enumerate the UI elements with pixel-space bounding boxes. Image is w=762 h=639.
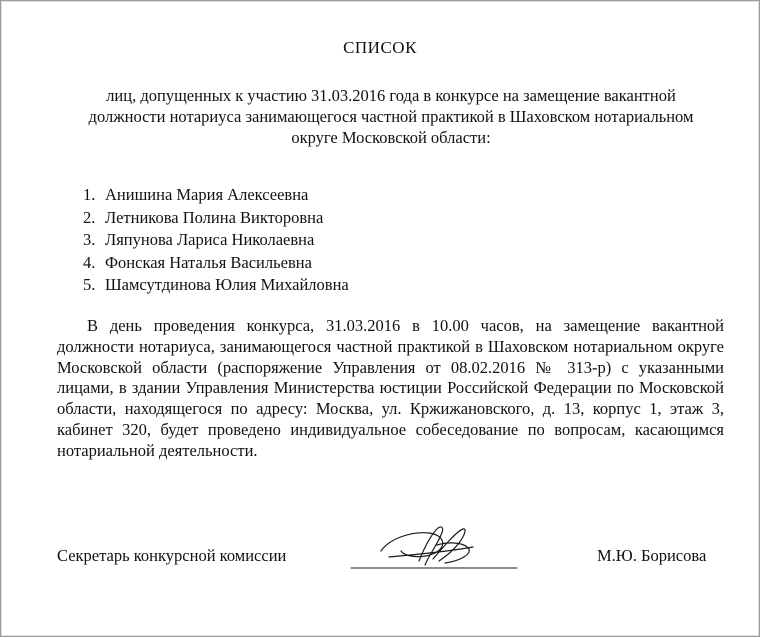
- list-item: [83, 207, 349, 230]
- list-item-number: 3.: [83, 230, 96, 249]
- interview-paragraph: В день проведения конкурса, 31.03.2016 в 10.00 часов, на замещение вакантной должности нотариуса, занимающегося частной практикой в Шаховском нотариальном округе Московской области (распоряжение Управления от 08.02.2016 № 313-р) с указанными лицами, в здании Управления Министерства юстиции Российской Федерации по Московской области, находящегося по адресу: Москва, ул. Кржижановского, д. 13, корпус 1, этаж 3, кабинет 320, будет проведено индивидуальное собеседование по вопросам, касающимся нотариальной деятельности.: [57, 316, 724, 460]
- list-item-number: 2.: [83, 207, 96, 227]
- list-item: [83, 184, 349, 207]
- list-item: [83, 229, 349, 252]
- list-item-number: 1.: [83, 185, 96, 204]
- candidate-name: Фонская Наталья Васильевна: [105, 252, 312, 272]
- list-item: [83, 252, 349, 275]
- signature-label: Секретарь конкурсной комиссии: [57, 546, 287, 565]
- document-intro: лиц, допущенных к участию 31.03.2016 года в конкурсе на замещение вакантной должности нотариуса занимающегося частной практикой в Шаховском нотариальном округе Московской области:: [88, 86, 694, 147]
- candidate-list: [83, 184, 349, 297]
- document-title: СПИСОК: [343, 38, 417, 57]
- list-item-number: 5.: [83, 275, 96, 294]
- candidate-name: Ляпунова Лариса Николаевна: [105, 230, 315, 249]
- list-item-number: 4.: [83, 252, 96, 272]
- handwritten-signature: [349, 521, 519, 571]
- candidate-name: Летникова Полина Викторовна: [105, 207, 324, 227]
- candidate-name: Анишина Мария Алексеевна: [105, 185, 309, 204]
- list-item: [83, 274, 349, 297]
- signature-name: М.Ю. Борисова: [597, 546, 707, 565]
- candidate-name: Шамсутдинова Юлия Михайловна: [105, 275, 349, 294]
